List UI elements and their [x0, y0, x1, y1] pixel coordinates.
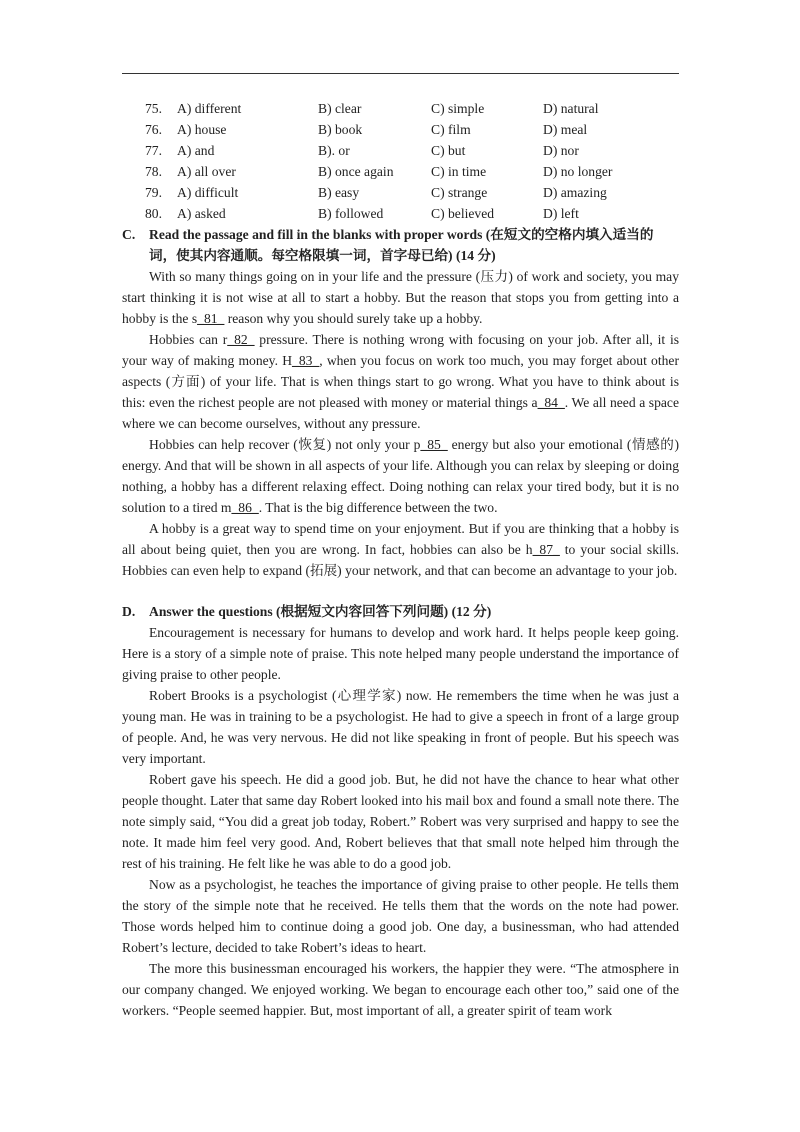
paragraph-text: With so many things going on in your life and the pressure (压力) of work and society, you may start thinking it is not wise at all to start a hobby. But the reason that stops you from getting into a hobby is the s [122, 269, 679, 326]
blank-86: _86_ [231, 500, 259, 515]
blank-84: _84_ [537, 395, 565, 410]
section-c-passage [122, 266, 679, 581]
option-d: D) natural [543, 101, 599, 116]
option-b: B) easy [318, 185, 360, 200]
option-b: B). or [318, 143, 350, 158]
section-d-heading [122, 601, 679, 622]
option-b: B) followed [318, 206, 384, 221]
option-b: B) once again [318, 164, 394, 179]
option-a: A) difficult [177, 185, 239, 200]
option-d: D) no longer [543, 164, 613, 179]
paragraph-text: A hobby is a great way to spend time on your enjoyment. But if you are thinking that a hobby is all about being quiet, then you are wrong. In fact, hobbies can also be h [122, 521, 679, 557]
paragraph: Robert gave his speech. He did a good job. But, he did not have the chance to hear what other people thought. Later that same day Robert looked into his mail box and found a small note there. The note simply said, “You did a great job today, Robert.” Robert was very surprised and happy to see the note. It made him feel very good. And, Robert believes that that small note helped him through the rest of his training. He felt like he was able to do a good job. [122, 772, 679, 871]
paragraph-text: energy but also your emotional (情感的) energy. And that will be shown in all aspects of your life. Although you can relax by sleeping or doing nothing, a hobby has a different relaxing effect. Doing nothing can relax your tired body, but it is no solution to a tired m [122, 437, 680, 515]
blank-81: _81_ [197, 311, 225, 326]
blank-87: _87_ [532, 542, 560, 557]
option-c: C) simple [431, 101, 485, 116]
option-c: C) but [431, 143, 466, 158]
question-number: 79. [145, 185, 162, 200]
blank-83: _83_ [292, 353, 320, 368]
section-letter: C. [122, 227, 136, 242]
paragraph: The more this businessman encouraged his workers, the happier they were. “The atmosphere in our company changed. We enjoyed working. We began to encourage each other too,” said one of the workers. “People seemed happier. But, most important of all, a greater spirit of team work [122, 961, 679, 1018]
option-c: C) in time [431, 164, 487, 179]
paragraph-text: , when you focus on work too much, you may forget about other aspects (方面) of your life. That is when things start to go wrong. What you have to think about is this: even the richest people are not pleased with money or material things a [122, 353, 679, 410]
paragraph-text: to your social skills. Hobbies can even help to expand (拓展) your network, and that can become an advantage to your job. [122, 542, 680, 578]
option-row-78 [145, 161, 685, 182]
option-c: C) strange [431, 185, 488, 200]
question-number: 77. [145, 143, 162, 158]
paragraph: Encouragement is necessary for humans to develop and work hard. It helps people keep going. Here is a story of a simple note of praise. This note helped many people understand the importance of giving praise to other people. [122, 625, 679, 682]
option-d: D) meal [543, 122, 588, 137]
option-row-77 [145, 140, 685, 161]
option-row-76 [145, 119, 685, 140]
paragraph [122, 518, 679, 581]
blank-82: _82_ [227, 332, 255, 347]
question-number: 75. [145, 101, 162, 116]
section-letter: D. [122, 604, 136, 619]
paragraph-text: Hobbies can help recover (恢复) not only your p [149, 437, 421, 452]
option-b: B) book [318, 122, 363, 137]
paragraph: Now as a psychologist, he teaches the importance of giving praise to other people. He tells them the story of the simple note that he received. He tells them that the words on the note had power. Those words helped him to continue doing a good job. One day, a businessman, who had attended Robert’s lecture, decided to take Robert’s ideas to heart. [122, 877, 679, 955]
option-c: C) believed [431, 206, 495, 221]
option-a: A) and [177, 143, 215, 158]
paragraph-text: reason why you should surely take up a hobby. [224, 311, 483, 326]
section-title: Read the passage and fill in the blanks with proper words (在短文的空格内填入适当的词，使其内容通顺。每空格限填一词，首字母已给) (14 分) [149, 227, 654, 263]
question-number: 76. [145, 122, 162, 137]
paragraph: Robert Brooks is a psychologist (心理学家) now. He remembers the time when he was just a young man. He was in training to be a psychologist. He had to give a speech in front of a large group of people. And, he was very nervous. He did not like speaking in front of people. But his speech was very important. [122, 688, 679, 766]
header-rule [122, 73, 679, 74]
paragraph [122, 266, 679, 329]
paragraph-text: . That is the big difference between the two. [258, 500, 498, 515]
option-row-80 [145, 203, 685, 224]
option-a: A) house [177, 122, 227, 137]
paragraph [122, 434, 679, 518]
section-d-passage [122, 622, 679, 1021]
question-number: 80. [145, 206, 162, 221]
paragraph [122, 329, 679, 434]
option-b: B) clear [318, 101, 362, 116]
section-c-heading [122, 224, 679, 266]
section-title: Answer the questions (根据短文内容回答下列问题) (12 分) [149, 604, 492, 619]
option-d: D) left [543, 206, 579, 221]
option-row-75 [145, 98, 685, 119]
option-a: A) asked [177, 206, 226, 221]
option-a: A) all over [177, 164, 236, 179]
paragraph-text: Hobbies can r [149, 332, 228, 347]
option-a: A) different [177, 101, 242, 116]
blank-85: _85_ [420, 437, 448, 452]
option-list [145, 98, 685, 224]
paragraph-text: pressure. There is nothing wrong with focusing on your job. After all, it is your way of making money. H [122, 332, 680, 368]
option-d: D) nor [543, 143, 579, 158]
option-c: C) film [431, 122, 471, 137]
option-row-79 [145, 182, 685, 203]
option-d: D) amazing [543, 185, 607, 200]
question-number: 78. [145, 164, 162, 179]
paragraph-text: . We all need a space where we can become ourselves, without any pressure. [122, 395, 679, 431]
